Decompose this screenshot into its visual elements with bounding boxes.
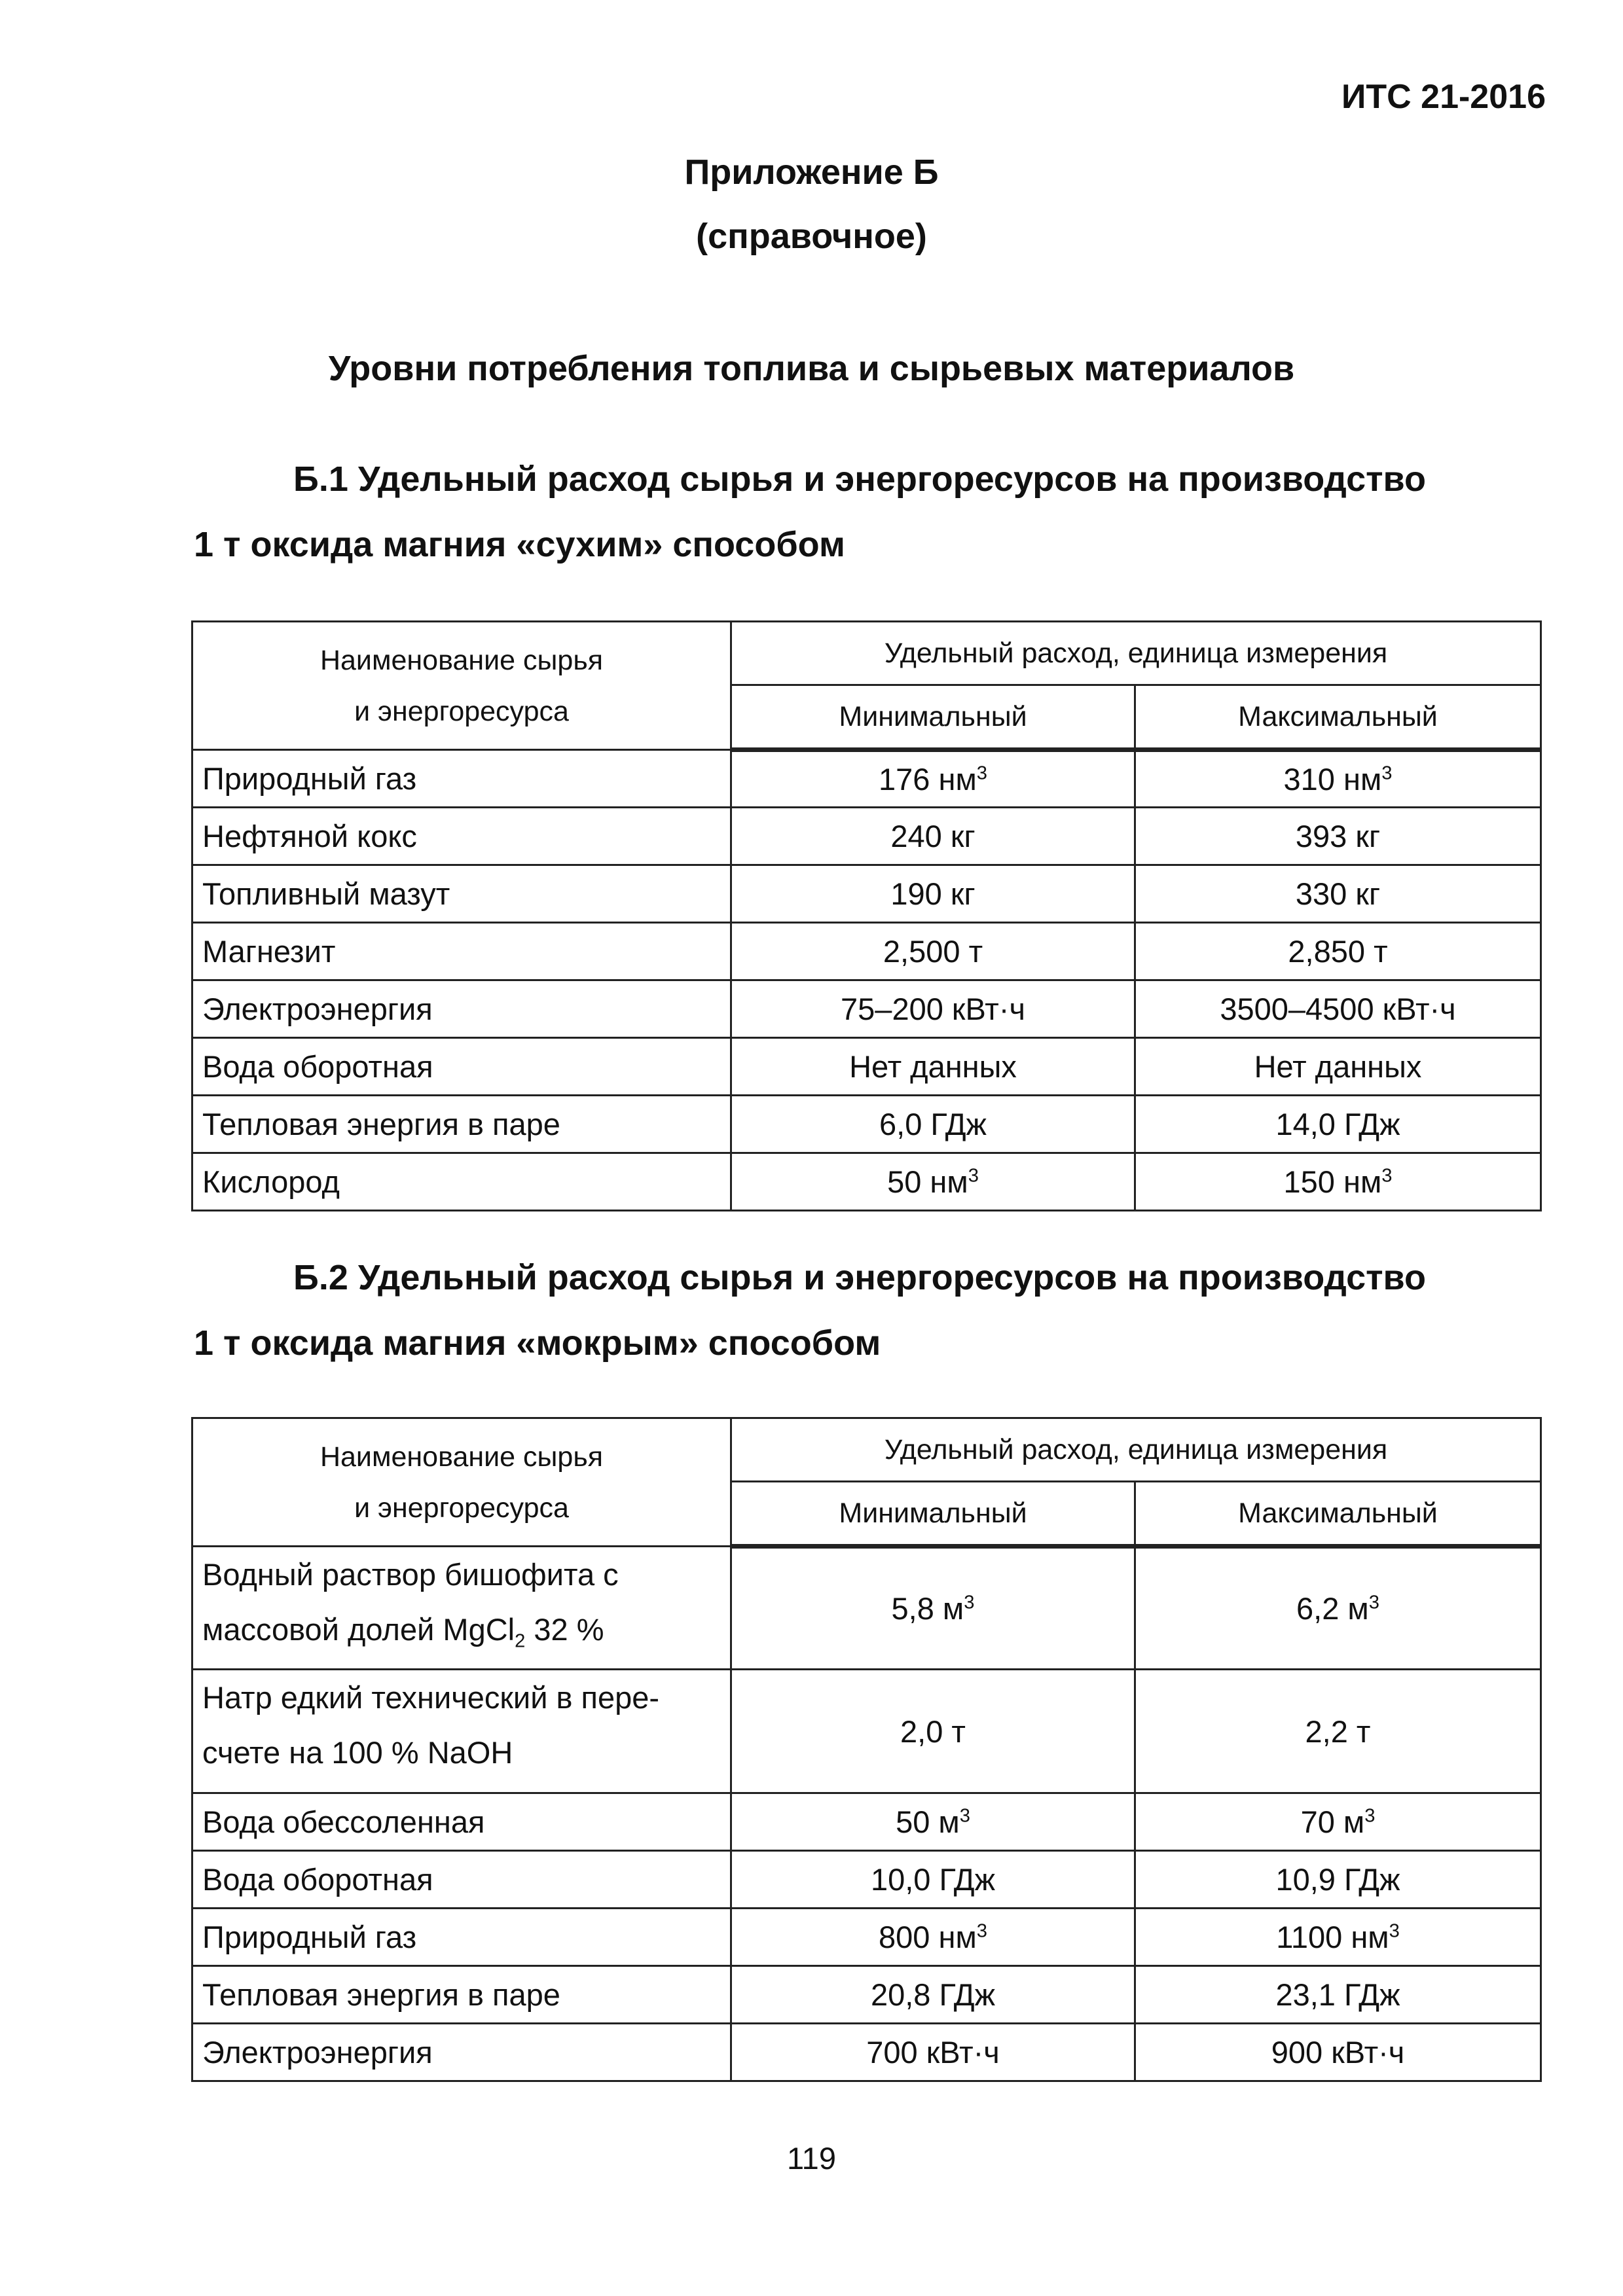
min-value [731, 1850, 1135, 1908]
row-name-line2-text: счете на 100 % NaOH [202, 1735, 513, 1770]
row-name-line2-tail: 32 % [525, 1612, 604, 1647]
row-name: Нефтяной кокс [192, 808, 731, 865]
document-code: ИТС 21-2016 [1341, 78, 1546, 116]
max-value-text: Нет данных [1254, 1049, 1422, 1084]
max-value-text: 150 нм [1283, 1164, 1382, 1199]
row-name: Тепловая энергия в паре [192, 1096, 731, 1153]
max-value [1135, 808, 1541, 865]
row-name: Вода обессоленная [192, 1793, 731, 1850]
row-name: Вода оборотная [192, 1850, 731, 1908]
min-value-superscript: 3 [976, 1920, 987, 1942]
min-value-superscript: 3 [976, 762, 987, 784]
max-value [1135, 1547, 1541, 1670]
row-name: Топливный мазут [192, 865, 731, 923]
column-header-name-line2: и энергоресурса [354, 1492, 569, 1524]
max-value [1135, 1038, 1541, 1096]
row-name: Вода оборотная [192, 1038, 731, 1096]
max-value [1135, 1096, 1541, 1153]
column-header-name [192, 1418, 731, 1547]
column-header-name-line1: Наименование сырья [319, 1441, 604, 1473]
min-value [731, 1670, 1135, 1793]
table-row [192, 865, 1541, 923]
min-value [731, 1096, 1135, 1153]
appendix-subtitle: (справочное) [696, 217, 927, 256]
row-name: Магнезит [192, 923, 731, 980]
table-row [192, 750, 1541, 808]
row-name-line2-text: массовой долей MgCl [202, 1612, 515, 1647]
row-name [192, 1547, 731, 1670]
page-number: 119 [787, 2141, 836, 2176]
max-value [1135, 923, 1541, 980]
min-value [731, 923, 1135, 980]
min-value-text: 75–200 кВт·ч [841, 992, 1025, 1026]
min-value [731, 865, 1135, 923]
column-header-min: Минимальный [731, 685, 1135, 750]
min-value [731, 1547, 1135, 1670]
table-row [192, 923, 1541, 980]
table-row [192, 1547, 1541, 1670]
table-row [192, 1965, 1541, 2023]
row-name [192, 1670, 731, 1793]
max-value-text: 900 кВт·ч [1271, 2034, 1405, 2070]
min-value [731, 1965, 1135, 2023]
table-row [192, 1908, 1541, 1965]
column-header-group: Удельный расход, единица измерения [731, 1418, 1541, 1482]
max-value-superscript: 3 [1381, 1165, 1393, 1187]
max-value [1135, 980, 1541, 1038]
table-row [192, 1670, 1541, 1793]
table-dry-method [191, 620, 1542, 1211]
table-row [192, 1096, 1541, 1153]
table-row [192, 2023, 1541, 2081]
min-value [731, 1908, 1135, 1965]
appendix-title: Приложение Б [684, 152, 939, 192]
max-value-text: 3500–4500 кВт·ч [1220, 992, 1456, 1026]
max-value [1135, 2023, 1541, 2081]
min-value [731, 1038, 1135, 1096]
max-value-superscript: 3 [1389, 1920, 1400, 1942]
row-name-line2 [202, 1602, 721, 1668]
max-value-text: 23,1 ГДж [1275, 1977, 1400, 2012]
row-name: Природный газ [192, 1908, 731, 1965]
max-value-text: 2,2 т [1305, 1713, 1371, 1749]
column-header-min: Минимальный [731, 1482, 1135, 1547]
row-name-line1: Натр едкий технический в пере- [202, 1680, 660, 1715]
main-heading: Уровни потребления топлива и сырьевых материалов [328, 349, 1295, 388]
table-row [192, 1850, 1541, 1908]
max-value-text: 70 м [1300, 1804, 1365, 1839]
max-value [1135, 1793, 1541, 1850]
row-name-subscript: 2 [515, 1630, 526, 1652]
min-value-text: 5,8 м [891, 1591, 964, 1626]
min-value-text: 190 кг [890, 876, 976, 911]
min-value-text: Нет данных [849, 1049, 1017, 1084]
max-value [1135, 865, 1541, 923]
column-header-max: Максимальный [1135, 1482, 1541, 1547]
min-value-text: 2,500 т [883, 934, 983, 969]
max-value-text: 14,0 ГДж [1275, 1107, 1400, 1141]
max-value-text: 330 кг [1295, 876, 1381, 911]
row-name: Природный газ [192, 750, 731, 808]
column-header-max: Максимальный [1135, 685, 1541, 750]
section1-heading-line2: 1 т оксида магния «сухим» способом [194, 525, 845, 564]
min-value-text: 240 кг [890, 819, 976, 853]
column-header-name [192, 622, 731, 750]
max-value-text: 10,9 ГДж [1275, 1861, 1400, 1897]
min-value-text: 800 нм [879, 1919, 977, 1954]
row-name-line2 [202, 1725, 721, 1791]
max-value-superscript: 3 [1381, 762, 1393, 784]
min-value-text: 50 м [896, 1804, 960, 1839]
section2-heading [194, 1245, 1536, 1376]
max-value [1135, 1850, 1541, 1908]
section2-heading-line2: 1 т оксида магния «мокрым» способом [194, 1323, 881, 1363]
row-name: Тепловая энергия в паре [192, 1965, 731, 2023]
min-value-superscript: 3 [959, 1805, 970, 1827]
row-name: Электроэнергия [192, 2023, 731, 2081]
min-value-text: 700 кВт·ч [866, 2034, 1000, 2070]
table-row [192, 1793, 1541, 1850]
max-value [1135, 750, 1541, 808]
max-value-text: 6,2 м [1296, 1591, 1369, 1626]
min-value [731, 2023, 1135, 2081]
max-value-text: 2,850 т [1288, 934, 1388, 969]
min-value-text: 2,0 т [900, 1713, 966, 1749]
table-row [192, 1153, 1541, 1211]
column-header-group: Удельный расход, единица измерения [731, 622, 1541, 685]
column-header-name-line1: Наименование сырья [319, 644, 604, 676]
min-value-text: 176 нм [879, 762, 977, 797]
min-value-text: 20,8 ГДж [870, 1977, 996, 2012]
min-value-text: 6,0 ГДж [879, 1107, 987, 1141]
min-value-text: 10,0 ГДж [870, 1861, 996, 1897]
min-value [731, 980, 1135, 1038]
max-value-text: 393 кг [1295, 819, 1381, 853]
max-value [1135, 1908, 1541, 1965]
section2-heading-line1: Б.2 Удельный расход сырья и энергоресурсов на производство [293, 1258, 1427, 1297]
max-value [1135, 1965, 1541, 2023]
max-value-text: 1100 нм [1276, 1919, 1389, 1954]
max-value-superscript: 3 [1364, 1805, 1376, 1827]
column-header-name-line2: и энергоресурса [354, 695, 569, 727]
row-name-line1: Водный раствор бишофита с [202, 1557, 619, 1592]
max-value [1135, 1670, 1541, 1793]
table-row [192, 808, 1541, 865]
table-row [192, 1038, 1541, 1096]
max-value-text: 310 нм [1283, 762, 1382, 797]
table-wet-method [191, 1417, 1542, 2082]
table-row [192, 980, 1541, 1038]
max-value-superscript: 3 [1368, 1592, 1379, 1613]
row-name: Кислород [192, 1153, 731, 1211]
min-value [731, 1153, 1135, 1211]
min-value-superscript: 3 [964, 1592, 975, 1613]
max-value [1135, 1153, 1541, 1211]
min-value [731, 750, 1135, 808]
section1-heading [194, 446, 1536, 577]
min-value-superscript: 3 [968, 1165, 979, 1187]
min-value [731, 1793, 1135, 1850]
row-name: Электроэнергия [192, 980, 731, 1038]
section1-heading-line1: Б.1 Удельный расход сырья и энергоресурсов на производство [293, 459, 1427, 499]
min-value [731, 808, 1135, 865]
min-value-text: 50 нм [887, 1164, 968, 1199]
